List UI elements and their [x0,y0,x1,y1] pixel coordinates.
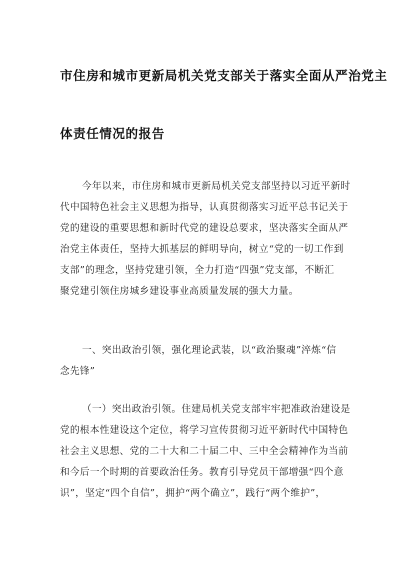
intro-line-5: 支部”的理念，坚持党建引领，全力打造“四强”党支部，不断汇 [60,265,335,276]
section-heading-line-2: 念先锋” [60,366,96,377]
intro-line-2: 代中国特色社会主义思想为指导，认真贯彻落实习近平总书记关于 [60,202,349,213]
subsection-line-4: 和今后一个时期的首要政治任务。教育引导党员干部增强“四个意 [60,467,344,478]
intro-line-1: 今年以来，市住房和城市更新局机关党支部坚持以习近平新时 [82,181,351,192]
subsection-line-5: 识”，坚定“四个自信”，拥护“两个确立”，践行“两个维护”， [60,488,326,499]
document-title-line-1: 市住房和城市更新局机关党支部关于落实全面从严治党主 [60,68,388,83]
intro-line-4: 治党主体责任，坚持大抓基层的鲜明导向，树立“党的一切工作到 [60,244,344,255]
document-title-line-2: 体责任情况的报告 [60,126,165,141]
section-heading-1 [60,340,354,382]
subsection-line-3: 社会主义思想、党的二十大和二十届二中、三中全会精神作为当前 [60,446,349,457]
subsection-line-1: （一）突出政治引领。住建局机关党支部牢牢把准政治建设是 [82,404,351,415]
subsection-line-2: 党的根本性建设这个定位，将学习宣传贯彻习近平新时代中国特色 [60,425,349,436]
subsection-paragraph-1 [60,399,354,504]
intro-line-3: 党的建设的重要思想和新时代党的建设总要求，坚决落实全面从严 [60,223,349,234]
section-heading-line-1: 一、突出政治引领，强化理论武装，以“政治聚魂”淬炼“信 [82,345,337,356]
intro-line-6: 聚党建引领住房城乡建设事业高质量发展的强大力量。 [60,286,299,297]
intro-paragraph [60,176,354,302]
